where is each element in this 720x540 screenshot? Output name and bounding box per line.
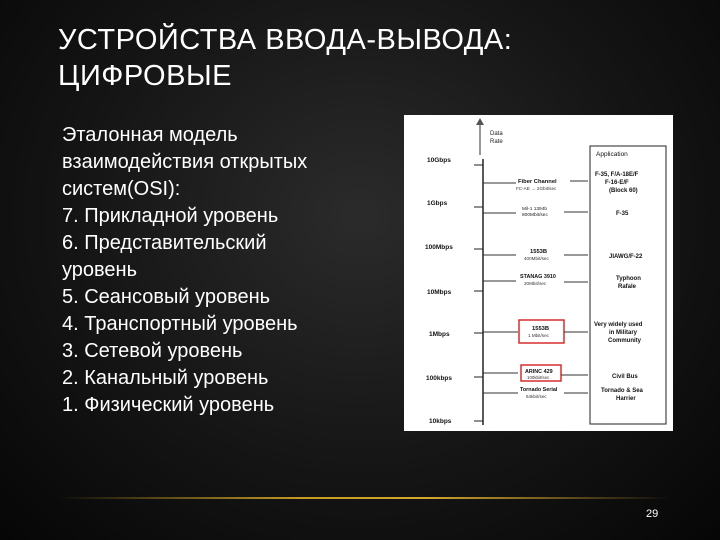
footer-divider <box>58 497 670 499</box>
bus-row <box>483 320 643 344</box>
bus-row <box>483 387 644 402</box>
bus-name: STANAG 3910 <box>520 274 556 280</box>
bus-name: Mil-1 1394b <box>522 207 548 212</box>
application-name: F-35, F/A-18E/F <box>595 172 639 178</box>
application-name: F-35 <box>616 211 629 217</box>
bus-row <box>483 274 641 290</box>
slide-title <box>58 22 658 94</box>
bus-name: 1553B <box>530 249 548 255</box>
application-name: Harrier <box>616 396 636 402</box>
bus-name: ARINC 429 <box>525 369 553 375</box>
data-rate-diagram <box>404 115 673 431</box>
rate-label: 1Mbps <box>429 331 450 338</box>
body-line: 1. Физический уровень <box>62 394 275 416</box>
body-line: систем(OSI): <box>62 178 181 200</box>
bus-rate: 64kbit/sec <box>526 394 547 399</box>
bus-rate: 1 Mbit/sec <box>528 333 549 338</box>
rate-label: 100kbps <box>426 375 453 382</box>
bus-rate: 400Mbit/sec <box>524 256 549 261</box>
application-name: Rafale <box>618 284 637 290</box>
body-line: 4. Транспортный уровень <box>62 313 298 335</box>
slide-body-text <box>62 122 382 419</box>
arrow-label-line-2: Rate <box>490 139 503 145</box>
bus-name: Fiber Channel <box>518 179 557 185</box>
body-line: 5. Сеансовый уровень <box>62 286 271 308</box>
body-line: 7. Прикладной уровень <box>62 205 279 227</box>
bus-row <box>483 206 629 218</box>
page-number: 29 <box>646 508 659 520</box>
rate-label: 1Gbps <box>427 200 448 207</box>
body-line: 3. Сетевой уровень <box>62 340 243 362</box>
application-name: Tornado & Sea <box>601 388 643 394</box>
body-line: Эталонная модель <box>62 124 238 146</box>
bus-name: 1553B <box>532 326 550 332</box>
body-line: 2. Канальный уровень <box>62 367 269 389</box>
slide-title-line-1: УСТРОЙСТВА ВВОДА-ВЫВОДА: <box>58 24 513 56</box>
application-name: (Block 60) <box>609 188 638 194</box>
application-name: in Military <box>609 330 638 336</box>
bus-row <box>483 365 638 381</box>
body-line: взаимодействия открытых <box>62 151 308 173</box>
application-header: Application <box>596 151 628 158</box>
bus-rate: 20Mbit/sec <box>524 281 547 286</box>
application-name: F-16-E/F <box>605 180 629 186</box>
application-name: JIAWG/F-22 <box>609 254 643 260</box>
rate-label: 100Mbps <box>425 244 453 251</box>
application-name: Community <box>608 338 641 344</box>
arrow-head <box>476 118 484 125</box>
slide-title-line-2: ЦИФРОВЫЕ <box>58 60 232 92</box>
application-name: Typhoon <box>616 276 641 282</box>
body-line: 6. Представительский <box>62 232 267 254</box>
bus-row <box>483 172 639 194</box>
bus-rate: 100kbit/sec <box>527 375 550 380</box>
bus-name: Tornado Serial <box>520 387 558 393</box>
application-name: Very widely used <box>594 322 643 328</box>
rate-label: 10kbps <box>429 418 452 425</box>
rate-label: 10Mbps <box>427 289 452 296</box>
data-rate-figure <box>404 115 673 431</box>
bus-rate: 800Mbit/sec <box>522 213 548 218</box>
arrow-label-line-1: Data <box>490 131 503 137</box>
bus-rate: FC-AE → 2Gbit/sec <box>516 186 557 191</box>
rate-label: 10Gbps <box>427 157 451 164</box>
body-line: уровень <box>62 259 138 281</box>
rate-labels <box>425 157 483 425</box>
application-name: Civil Bus <box>612 374 638 380</box>
bus-row <box>483 249 643 261</box>
